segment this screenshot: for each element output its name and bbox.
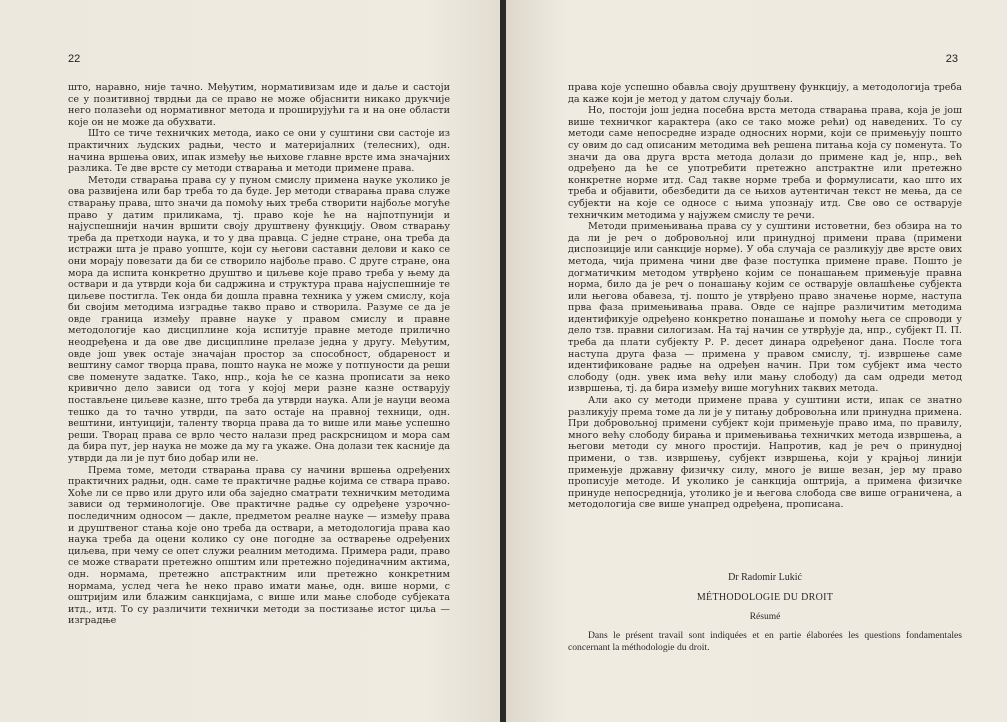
left-page: [0, 0, 500, 722]
resume-label: Résumé: [749, 612, 781, 622]
right-page: [506, 0, 1007, 722]
paragraph: Но, постоји још једна посебна врста метода стварања права, која је још више техничког карактера (ако се тако може рећи) од наведених. То су методи саме непосредне израде односних норми, који се примењују пошто су овим до сад описаним методима већ решена питања која су поменута. То значи да ова друга врста метода долази до примене кад је, нпр., већ одређено да ће се употребити претежно апстрактне или претежно конкретне норме итд. Сад такве норме треба и формулисати, као што их треба и објавити, обезбедити да се њихов аутентичан текст не мења, да се субјекти на које се односе с њима упознају итд. Све ово се остварује техничким методима у најужем смислу те речи.: [568, 105, 962, 221]
paragraph: Али ако су методи примене права у суштини исти, ипак се знатно разликују према томе да ли је у питању добровољна или принудна примена. При добровољној примени субјект који примењује право има, по правилу, много већу слободу бирања и примењивања техничких метода извршења, а његови методи су много простији. Напротив, кад је реч о принудној примени, о тзв. извршењу, субјект извршења, који у крајњој линији примењује државну физичку силу, много је више везан, јер му право прописује методе. И уколико је санкција оштрија, а примена физичке принуде непосреднија, утолико је и његова слобода све више ограничена, а методологија све више унапред одређена, прописана.: [568, 395, 962, 511]
paragraph: права које успешно обавља своју друштвену функцију, а методологија треба да каже који је метод у датом случају бољи.: [568, 82, 962, 105]
body-text: [68, 82, 450, 627]
paragraph: што, наравно, није тачно. Међутим, нормативизам иде и даље и састоји се у позитивној тврдњи да се право не може објаснити никако друкчије него полазећи од нормативног метода и проширујући га и на оне области које он не може да обухвати.: [68, 82, 450, 128]
resume-author: Dr Radomir Lukić: [728, 572, 802, 583]
paragraph: Што се тиче техничких метода, иако се они у суштини сви састоје из практичних људских радњи, често и материјалних (телесних), одн. начина вршења ових, ипак између ње њихове главне врсте има значајних разлика. Те две врсте су методи стварања и методи примене права.: [68, 128, 450, 175]
paragraph: Методи стварања права су у пуном смислу примена науке уколико је ова развијена или бар треба то да буде. Јер методи стварања права служе стварању права, што значи да помоћу њих треба створити најбоље могуће право у датим приликама, тј. право које ће на најпотпунији и најуспешнији начин вршити своју друштвену функцију. Овом стварању треба да претходи наука, и то у два правца. С једне стране, она треба да истражи шта је право уопште, који су његови саставни делови и како се они морају повезати да би се створило најбоље право. С друге стране, она мора да испита конкретно друштво и циљеве које право треба у њему да оствари и да утврди која би садржина и структура права најуспешније те циљеве постигла. Тек онда би дошла правна техника у ужем смислу, која би својим методима изградње такво право и створила. Разуме се да је овде граница између правне науке у правом смислу и правне методологије као дисциплине која испитује правне методе прилично неодређена и да ове две дисциплине прелазе једна у другу. Међутим, овде још увек остаје значајан простор за способност, обдареност и вештину самог творца права, пошто наука не може у потпуности да реши све поменуте задатке. Тако, нпр., која ће се казна прописати за неко кривично дело зависи од тога у којој мери разне казне остварују постављене циљеве казне, што треба да утврди наука. Али је науци веома тешко да то тачно утврди, па зато остаје на правној техници, одн. вештини, интуицији, таленту творца права да то више или мање успешно реши. Творац права се врло често налази пред раскрсницом и мора сам да бира пут, јер наука не може да му га укаже. Она долази тек касније да утврди да ли је пут био добар или не.: [68, 174, 450, 464]
page-number: 22: [68, 53, 81, 65]
page-number: 23: [945, 53, 958, 65]
resume-title: MÉTHODOLOGIE DU DROIT: [696, 592, 834, 603]
paragraph: Према томе, методи стварања права су начини вршења одређених практичних радњи, одн. саме те практичне радње којима се ствара право. Хоће ли се прво или друго или оба заједно сматрати техничким методима зависи од терминологије. Ове практичне радње су одређене узрочно-последичним односом — дакле, предметом реалне науке — између права и друштвеног стања које оно треба да оствари, а методологија права као наука треба да оцени колико су оне погодне за остварење одређених циљева, при чему се опет служи реалним методима. Примера ради, право се може стварати претежно општим или претежно појединачним актима, одн. нормама, претежно апстрактним или претежно конкретним нормама, услед чега ће неко право имати мање, одн. више норми, с оштријим или блажим санкцијама, с више или мање слободе субјеката итд., итд. То су различити технички методи за постизање истог циља — изградње: [68, 464, 450, 627]
resume-section: [568, 572, 962, 653]
resume-body: Dans le présent travail sont indiquées et en partie élaborées les questions fondamentales concernant la méthodologie du droit.: [568, 630, 962, 653]
paragraph: Методи примењивања права су у суштини истоветни, без обзира на то да ли је реч о добровољној или принудној примени права (примени диспозиције или санкције норме). У оба случаја се разликују две врсте ових метода, чија примена чини две фазе поступка примене праве. Пошто је догматичким методом утврђено којим се понашањем примењује правна норма, било да је реч о понашању којим се остварује овлашћење субјекта или његова обавеза, тј. пошто је утврђено право значење норме, наступа прва фаза примењивања права. Овде се најпре различитим методима идентификује одређено конкретно понашање и помоћу њега се спроводи у дело тзв. правни силогизам. На тај начин се утврђује да, нпр., субјект П. П. треба да плати субјекту Р. Р. десет динара одређеног дана. После тога наступа друга фаза — примена у правом смислу, тј. извршење саме идентификоване радње на одређен начин. При том субјект има често слободу (одн. увек има већу или мању слободу) да сам одреди метод извршења, тј. да бира између више могућних таквих метода.: [568, 221, 962, 395]
body-text: [568, 82, 962, 511]
